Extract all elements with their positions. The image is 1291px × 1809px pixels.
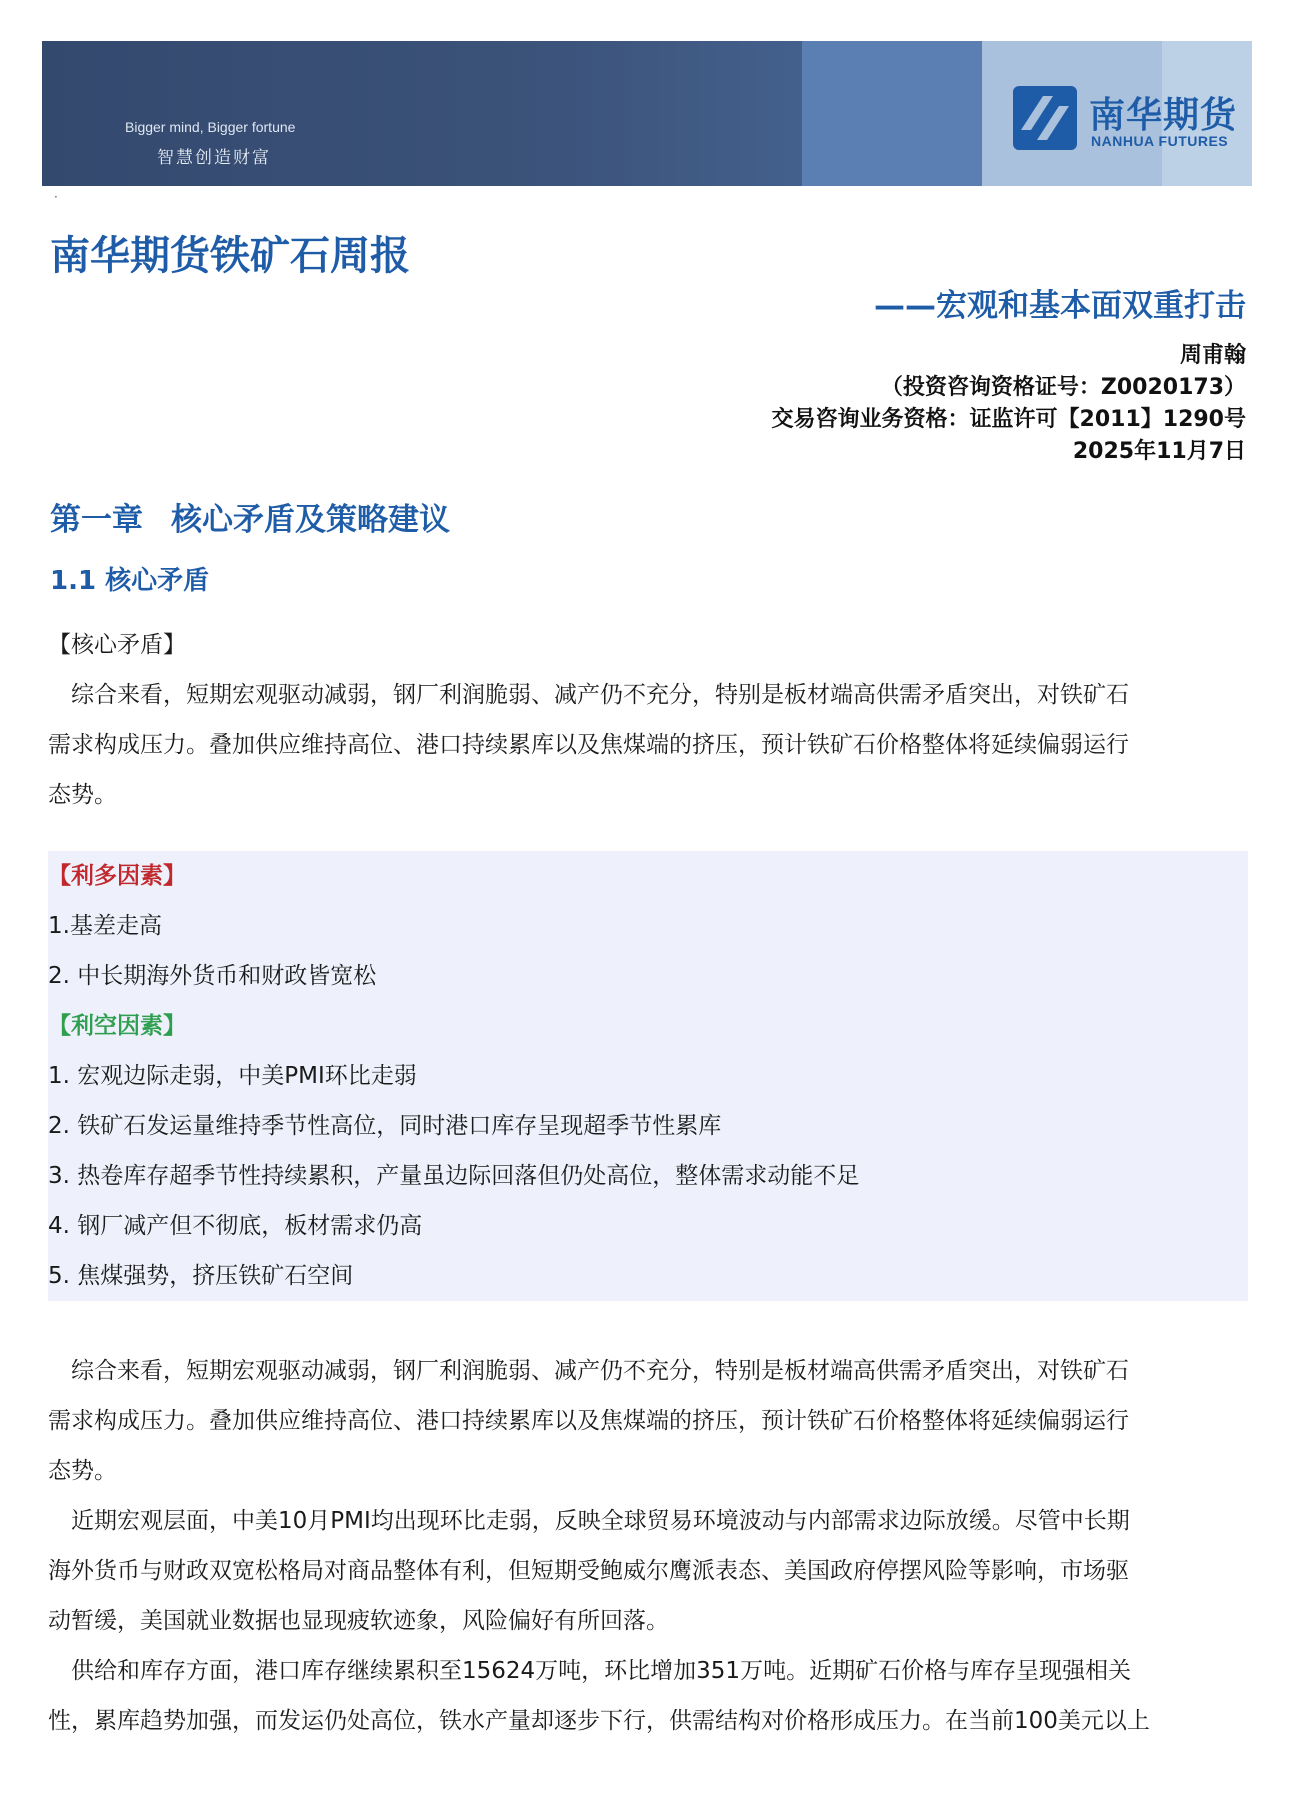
bullish-label: 【利多因素】	[48, 863, 186, 889]
core-paragraph-line: 需求构成压力。叠加供应维持高位、港口持续累库以及焦煤端的挤压，预计铁矿石价格整体将延续偏弱运行	[48, 732, 1129, 758]
header-banner	[42, 41, 1252, 186]
body-line: 供给和库存方面，港口库存继续累积至15624万吨，环比增加351万吨。近期矿石价格与库存呈现强相关	[48, 1658, 1132, 1684]
report-title: 南华期货铁矿石周报	[50, 233, 410, 279]
logo-text-chinese: 南华期货	[1089, 95, 1238, 136]
report-date: 2025年11月7日	[1072, 439, 1246, 464]
dot-mark: ·	[54, 190, 58, 204]
license-number: （投资咨询资格证号：Z0020173）	[880, 375, 1246, 400]
slogan-chinese: 智慧创造财富	[157, 148, 271, 168]
bearish-item: 2. 铁矿石发运量维持季节性高位，同时港口库存呈现超季节性累库	[48, 1113, 722, 1139]
bearish-item: 3. 热卷库存超季节性持续累积，产量虽边际回落但仍处高位，整体需求动能不足	[48, 1163, 860, 1189]
core-label: 【核心矛盾】	[48, 632, 186, 658]
author-block	[772, 340, 1246, 468]
core-paragraph-line: 态势。	[48, 782, 117, 808]
logo-text-english: NANHUA FUTURES	[1091, 133, 1229, 149]
body-line: 态势。	[48, 1458, 117, 1484]
author-name: 周甫翰	[1179, 343, 1246, 368]
section-heading: 1.1 核心矛盾	[50, 566, 210, 596]
body-line: 性，累库趋势加强，而发运仍处高位，铁水产量却逐步下行，供需结构对价格形成压力。在当前100美元以上	[48, 1708, 1150, 1734]
bearish-label: 【利空因素】	[48, 1013, 186, 1039]
body-line: 综合来看，短期宏观驱动减弱，钢厂利润脆弱、减产仍不充分，特别是板材端高供需矛盾突出，对铁矿石	[48, 1358, 1129, 1384]
bearish-item: 5. 焦煤强势，挤压铁矿石空间	[48, 1263, 354, 1289]
slogan-english: Bigger mind, Bigger fortune	[125, 119, 296, 135]
body-line: 动暂缓，美国就业数据也显现疲软迹象，风险偏好有所回落。	[48, 1608, 669, 1634]
report-subtitle: ——宏观和基本面双重打击	[874, 288, 1246, 324]
bullish-item: 1.基差走高	[48, 913, 162, 939]
bearish-item: 4. 钢厂减产但不彻底，板材需求仍高	[48, 1213, 423, 1239]
body-line: 海外货币与财政双宽松格局对商品整体有利，但短期受鲍威尔鹰派表态、美国政府停摆风险等影响，市场驱	[48, 1558, 1129, 1584]
chapter-title: 核心矛盾及策略建议	[171, 502, 450, 538]
bullish-item: 2. 中长期海外货币和财政皆宽松	[48, 963, 377, 989]
core-paragraph-line: 综合来看，短期宏观驱动减弱，钢厂利润脆弱、减产仍不充分，特别是板材端高供需矛盾突出，对铁矿石	[48, 682, 1129, 708]
qualification: 交易咨询业务资格：证监许可【2011】1290号	[771, 407, 1246, 432]
chapter-number: 第一章	[50, 502, 143, 538]
body-line: 近期宏观层面，中美10月PMI均出现环比走弱，反映全球贸易环境波动与内部需求边际放缓。尽管中长期	[48, 1508, 1130, 1534]
nanhua-logo-icon	[1013, 86, 1077, 150]
factors-box	[48, 851, 1248, 1301]
chapter-heading	[50, 494, 450, 539]
body-line: 需求构成压力。叠加供应维持高位、港口持续累库以及焦煤端的挤压，预计铁矿石价格整体将延续偏弱运行	[48, 1408, 1129, 1434]
bearish-item: 1. 宏观边际走弱，中美PMI环比走弱	[48, 1063, 417, 1089]
